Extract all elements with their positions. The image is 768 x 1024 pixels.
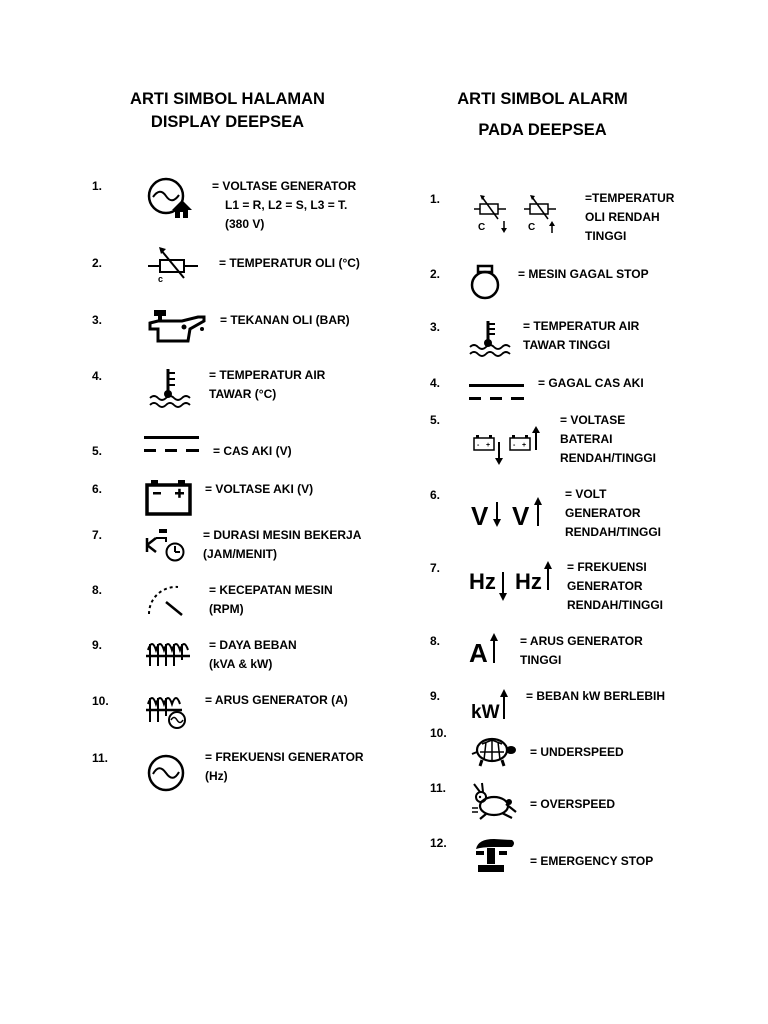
right-item-7-line3: RENDAH/TINGGI xyxy=(567,598,663,612)
left-item-1-line2: L1 = R, L2 = S, L3 = T. xyxy=(225,198,348,212)
right-title-line2: PADA DEEPSEA xyxy=(478,121,607,139)
right-item-12-desc xyxy=(530,852,653,871)
right-title xyxy=(420,90,665,140)
right-item-3-line1: = TEMPERATUR AIR xyxy=(523,319,640,333)
generator-frequency-icon xyxy=(146,753,188,793)
right-item-4-number: 4. xyxy=(430,376,441,390)
left-item-1-desc xyxy=(212,177,356,234)
kw-overload-icon xyxy=(470,686,512,722)
water-temperature-icon xyxy=(148,366,192,410)
right-item-10-number: 10. xyxy=(430,726,447,740)
right-item-6-desc xyxy=(565,485,661,542)
emergency-stop-icon xyxy=(472,837,518,877)
left-item-2-desc xyxy=(219,254,360,273)
svg-text:Hz: Hz xyxy=(469,569,496,594)
right-item-11-desc xyxy=(530,795,615,814)
svg-text:-: - xyxy=(477,442,480,449)
left-item-2-number: 2. xyxy=(92,256,103,270)
turtle-underspeed-icon xyxy=(470,734,520,770)
generator-current-icon xyxy=(144,692,192,730)
left-title-line2: DISPLAY DEEPSEA xyxy=(150,113,305,131)
left-item-7-number: 7. xyxy=(92,528,103,542)
charge-fail-icon xyxy=(469,382,525,404)
left-item-9-line2: (kVA & kW) xyxy=(209,657,273,671)
right-item-12-line1: = EMERGENCY STOP xyxy=(530,854,654,868)
high-water-temp-icon xyxy=(468,318,512,358)
left-item-5-desc xyxy=(213,442,292,461)
right-item-8-line1: = ARUS GENERATOR xyxy=(520,634,643,648)
rabbit-overspeed-icon xyxy=(470,782,522,822)
battery-charge-icon xyxy=(144,434,200,456)
right-item-11-line1: = OVERSPEED xyxy=(530,797,616,811)
right-item-5-line2: BATERAI xyxy=(560,432,613,446)
left-item-7-line1: = DURASI MESIN BEKERJA xyxy=(203,528,362,542)
oil-pressure-icon xyxy=(148,307,208,345)
svg-text:+: + xyxy=(522,442,527,449)
right-item-6-line3: RENDAH/TINGGI xyxy=(565,525,661,539)
right-item-5-line3: RENDAH/TINGGI xyxy=(560,451,656,465)
right-item-6-line1: = VOLT xyxy=(565,487,607,501)
left-item-8-desc xyxy=(209,581,333,619)
right-item-2-desc xyxy=(518,265,649,284)
right-item-9-number: 9. xyxy=(430,689,441,703)
left-item-10-line1: = ARUS GENERATOR (A) xyxy=(205,693,348,707)
fail-to-stop-icon xyxy=(468,264,504,302)
svg-text:C: C xyxy=(528,222,536,233)
svg-text:c: c xyxy=(158,274,164,284)
right-item-10-line1: = UNDERSPEED xyxy=(530,745,624,759)
left-item-6-desc xyxy=(205,480,313,499)
right-item-2-line1: = MESIN GAGAL STOP xyxy=(518,267,649,281)
svg-text:V: V xyxy=(471,501,489,531)
left-item-6-number: 6. xyxy=(92,482,103,496)
left-item-9-line1: = DAYA BEBAN xyxy=(209,638,297,652)
right-item-1-line2: OLI RENDAH xyxy=(585,210,660,224)
load-power-icon xyxy=(144,636,192,670)
volt-low-high-icon xyxy=(470,494,550,532)
oil-temp-low-high-icon xyxy=(472,193,564,235)
right-item-1-desc xyxy=(585,189,674,246)
battery-icon xyxy=(144,478,194,518)
left-item-3-desc xyxy=(220,311,350,330)
right-item-10-desc xyxy=(530,743,624,762)
right-item-2-number: 2. xyxy=(430,267,441,281)
left-item-1-number: 1. xyxy=(92,179,103,193)
right-item-4-desc xyxy=(538,374,644,393)
right-item-6-line2: GENERATOR xyxy=(565,506,641,520)
left-title xyxy=(100,90,355,132)
svg-text:+: + xyxy=(486,442,491,449)
left-item-5-number: 5. xyxy=(92,444,103,458)
left-title-line1: ARTI SIMBOL HALAMAN xyxy=(130,90,325,108)
right-item-8-line2: TINGGI xyxy=(520,653,562,667)
right-item-12-number: 12. xyxy=(430,836,447,850)
battery-low-high-icon xyxy=(472,424,544,468)
left-item-3-line1: = TEKANAN OLI (BAR) xyxy=(220,313,350,327)
right-item-3-desc xyxy=(523,317,639,355)
frequency-low-high-icon xyxy=(468,558,558,606)
right-item-9-line1: = BEBAN kW BERLEBIH xyxy=(526,689,666,703)
left-item-11-desc xyxy=(205,748,364,786)
right-title-line1: ARTI SIMBOL ALARM xyxy=(457,90,628,108)
right-item-8-number: 8. xyxy=(430,634,441,648)
left-item-7-line2: (JAM/MENIT) xyxy=(203,547,277,561)
right-item-7-number: 7. xyxy=(430,561,441,575)
right-item-8-desc xyxy=(520,632,643,670)
svg-text:A: A xyxy=(469,638,488,668)
right-item-1-line1: =TEMPERATUR xyxy=(585,191,675,205)
right-item-4-line1: = GAGAL CAS AKI xyxy=(538,376,644,390)
overcurrent-icon xyxy=(468,630,508,668)
left-item-4-number: 4. xyxy=(92,369,103,383)
left-item-9-number: 9. xyxy=(92,638,103,652)
svg-text:Hz: Hz xyxy=(515,569,542,594)
left-item-5-line1: = CAS AKI (V) xyxy=(213,444,292,458)
left-item-11-number: 11. xyxy=(92,751,109,765)
left-item-8-number: 8. xyxy=(92,583,103,597)
right-item-11-number: 11. xyxy=(430,781,447,795)
svg-text:V: V xyxy=(512,501,530,531)
right-item-3-line2: TAWAR TINGGI xyxy=(523,338,611,352)
left-item-4-desc xyxy=(209,366,325,404)
left-item-10-number: 10. xyxy=(92,694,109,708)
right-item-3-number: 3. xyxy=(430,320,441,334)
left-item-8-line2: (RPM) xyxy=(209,602,244,616)
left-item-8-line1: = KECEPATAN MESIN xyxy=(209,583,333,597)
svg-text:-: - xyxy=(513,442,516,449)
left-item-3-number: 3. xyxy=(92,313,103,327)
svg-text:kW: kW xyxy=(471,702,500,722)
left-item-9-desc xyxy=(209,636,297,674)
oil-temperature-icon xyxy=(146,244,202,284)
right-item-1-line3: TINGGI xyxy=(585,229,627,243)
left-item-1-line1: = VOLTASE GENERATOR xyxy=(212,179,357,193)
engine-hours-icon xyxy=(144,528,190,564)
right-item-6-number: 6. xyxy=(430,488,441,502)
left-item-11-line1: = FREKUENSI GENERATOR xyxy=(205,750,364,764)
generator-voltage-icon xyxy=(146,176,194,220)
right-item-7-line1: = FREKUENSI xyxy=(567,560,647,574)
left-item-4-line1: = TEMPERATUR AIR xyxy=(209,368,326,382)
left-item-7-desc xyxy=(203,526,361,564)
right-item-5-desc xyxy=(560,411,656,468)
left-item-6-line1: = VOLTASE AKI (V) xyxy=(205,482,314,496)
right-item-9-desc xyxy=(526,687,665,706)
left-item-11-line2: (Hz) xyxy=(205,769,228,783)
svg-text:C: C xyxy=(478,222,486,233)
right-item-7-line2: GENERATOR xyxy=(567,579,643,593)
left-item-4-line2: TAWAR (°C) xyxy=(209,387,277,401)
right-item-5-line1: = VOLTASE xyxy=(560,413,626,427)
left-item-1-line3: (380 V) xyxy=(225,217,265,231)
right-item-7-desc xyxy=(567,558,663,615)
left-item-2-line1: = TEMPERATUR OLI (°C) xyxy=(219,256,360,270)
right-item-1-number: 1. xyxy=(430,192,441,206)
left-item-10-desc xyxy=(205,691,348,710)
engine-speed-icon xyxy=(146,584,190,618)
right-item-5-number: 5. xyxy=(430,413,441,427)
